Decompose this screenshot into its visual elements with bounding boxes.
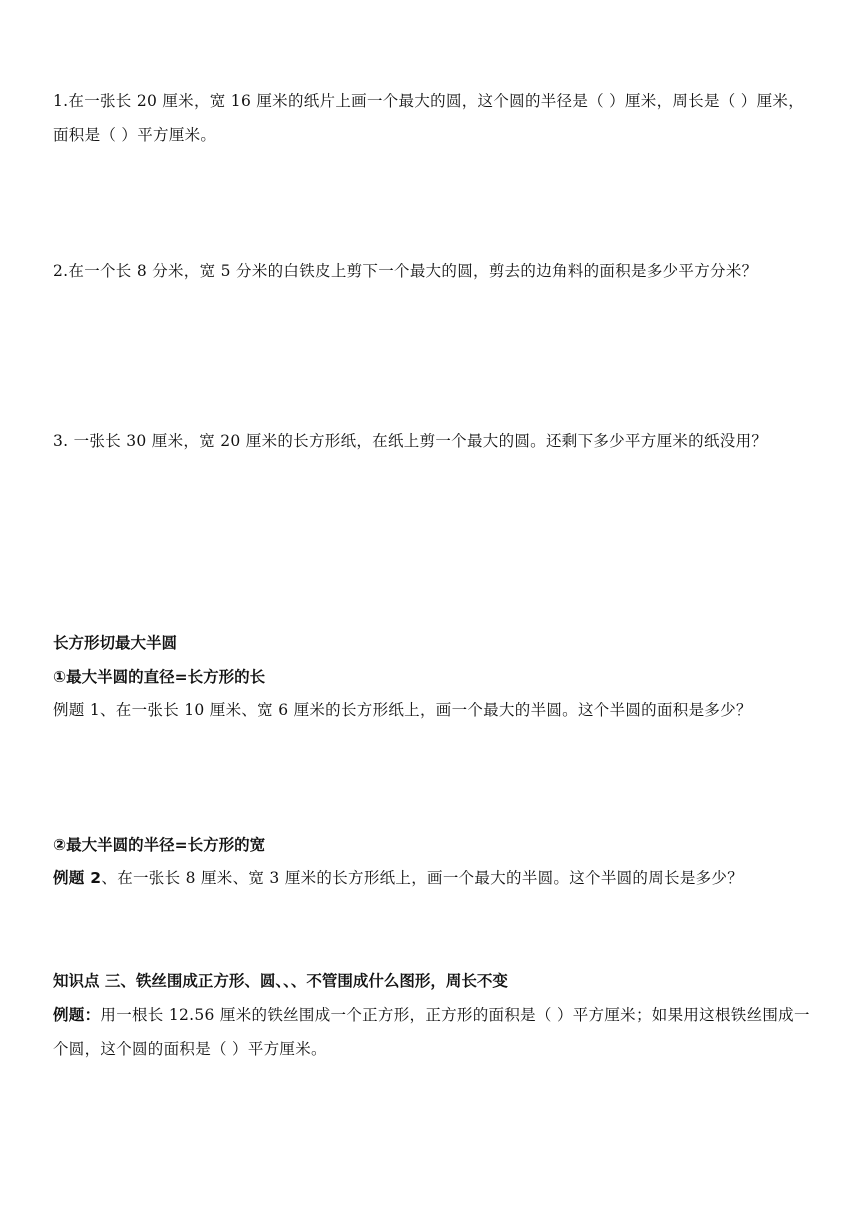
wire-example-text: 用一根长 12.56 厘米的铁丝围成一个正方形，正方形的面积是（ ）平方厘米；如果用这根铁丝围成一个圆，这个圆的面积是（ ）平方厘米。	[53, 1006, 810, 1058]
example-2-text: 、在一张长 8 厘米、宽 3 厘米的长方形纸上，画一个最大的半圆。这个半圆的周长是多少？	[101, 869, 744, 887]
question-1: 1.在一张长 20 厘米，宽 16 厘米的纸片上画一个最大的圆，这个圆的半径是（ ）厘米，周长是（ ）厘米，面积是（ ）平方厘米。	[53, 92, 804, 144]
semicircle-rule-2: ②最大半圆的半径=长方形的宽	[53, 836, 266, 854]
question-3: 3. 一张长 30 厘米，宽 20 厘米的长方形纸，在纸上剪一个最大的圆。还剩下多少平方厘米的纸没用？	[53, 432, 768, 450]
semicircle-rule-1: ①最大半圆的直径=长方形的长	[53, 668, 266, 686]
semicircle-section-title: 长方形切最大半圆	[53, 634, 178, 652]
wire-example-label: 例题：	[53, 1006, 101, 1024]
semicircle-example-1: 例题 1、在一张长 10 厘米、宽 6 厘米的长方形纸上，画一个最大的半圆。这个半圆的面积是多少？	[53, 701, 752, 719]
wire-section-title: 知识点 三、铁丝围成正方形、圆、、、不管围成什么图形，周长不变	[53, 972, 508, 990]
example-2-label: 例题 2	[53, 869, 102, 887]
question-2: 2.在一个长 8 分米，宽 5 分米的白铁皮上剪下一个最大的圆，剪去的边角料的面积是多少平方分米？	[53, 262, 758, 280]
semicircle-example-2	[53, 861, 813, 895]
wire-example	[53, 998, 813, 1066]
